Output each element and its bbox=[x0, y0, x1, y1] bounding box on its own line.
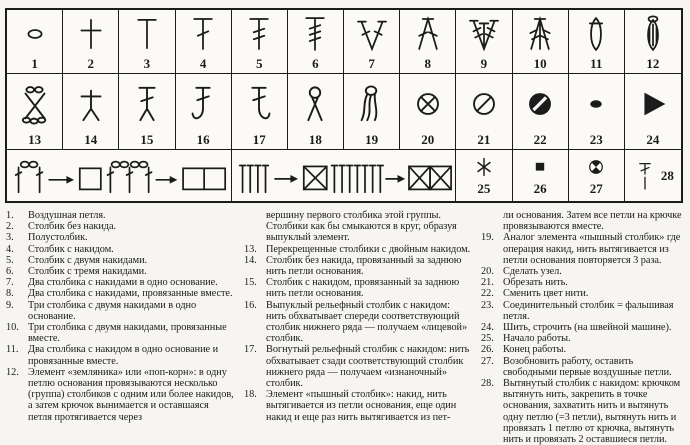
end-work-icon bbox=[527, 152, 553, 182]
symbol-number: 16 bbox=[196, 132, 210, 147]
symbol-cell-1 bbox=[7, 10, 63, 74]
symbol-number: 2 bbox=[87, 56, 94, 71]
two-dc-together-icon bbox=[409, 10, 447, 57]
symbol-cell-18 bbox=[288, 74, 344, 150]
legend-item-text: Конец работы. bbox=[503, 344, 566, 356]
symbol-cell-6 bbox=[288, 10, 344, 74]
legend-item bbox=[481, 333, 687, 344]
three-tr-one-base-icon bbox=[465, 10, 503, 57]
front-post-dc-icon bbox=[184, 74, 222, 133]
back-post-dc-icon bbox=[240, 74, 278, 133]
legend-item-number: 14. bbox=[244, 254, 257, 266]
single-crochet-icon bbox=[72, 10, 110, 57]
puff-stitch-icon bbox=[296, 74, 334, 133]
legend-item bbox=[244, 389, 472, 423]
crochet-symbol-table bbox=[5, 8, 683, 203]
legend-item-text: Полустолбик. bbox=[28, 232, 88, 244]
resume-work-icon bbox=[583, 152, 609, 182]
legend-item-number: 21. bbox=[481, 277, 494, 289]
legend-item-number: 3. bbox=[6, 232, 14, 244]
legend-item-number: 26. bbox=[481, 344, 494, 356]
symbol-row-2 bbox=[7, 74, 681, 150]
symbol-cell-14 bbox=[63, 74, 119, 150]
legend-item-number: 9. bbox=[6, 299, 14, 311]
legend-item-text: ли основания. Затем все петли на крючке провязываются вместе. bbox=[503, 210, 682, 233]
legend-item bbox=[6, 322, 235, 344]
symbol-cell-13 bbox=[7, 74, 63, 150]
legend-item-text: Два столбика с накидом в одно основание и провязанные вместе. bbox=[28, 344, 219, 367]
change-color-icon bbox=[521, 74, 559, 133]
legend-item-text: Выпуклый рельефный столбик с накидом: нить обхватывает спереди соответствующий столбик нижнего ряда — получаем «лицевой» столбик. bbox=[266, 299, 468, 345]
open-mesh-diagram-icon bbox=[10, 150, 228, 201]
symbol-number: 14 bbox=[84, 132, 98, 147]
legend-item-text: Столбик с тремя накидами. bbox=[28, 266, 147, 278]
symbol-cell-19 bbox=[344, 74, 400, 150]
legend-item-text: Сделать узел. bbox=[503, 266, 562, 278]
legend-column-3 bbox=[481, 210, 687, 445]
legend-item-number: 6. bbox=[6, 266, 14, 278]
legend-item-number: 2. bbox=[6, 221, 14, 233]
symbol-cell-10 bbox=[513, 10, 569, 74]
legend-item-number: 22. bbox=[481, 288, 494, 300]
legend-item-text: Столбик с накидом. bbox=[28, 243, 114, 255]
symbol-cell-21 bbox=[456, 74, 512, 150]
cut-thread-icon bbox=[465, 74, 503, 133]
symbol-number: 24 bbox=[646, 132, 660, 147]
legend-item-number: 27. bbox=[481, 355, 494, 367]
legend-item-text: Начало работы. bbox=[503, 333, 571, 345]
sew-icon bbox=[634, 74, 672, 133]
legend-item bbox=[6, 344, 235, 366]
symbol-cell-26 bbox=[513, 150, 569, 201]
legend-item bbox=[481, 300, 687, 322]
legend-item-text: Соединительный столбик = фальшивая петля. bbox=[503, 299, 674, 322]
extended-dc-icon bbox=[632, 154, 658, 198]
knot-icon bbox=[409, 74, 447, 133]
legend-item bbox=[244, 277, 472, 299]
legend-item-number bbox=[244, 210, 266, 244]
legend-column-1 bbox=[6, 210, 235, 445]
start-work-icon bbox=[471, 152, 497, 182]
symbol-number: 20 bbox=[421, 132, 435, 147]
legend-item bbox=[6, 300, 235, 322]
legend-item-text: Обрезать нить. bbox=[503, 277, 568, 289]
legend-item bbox=[244, 255, 472, 277]
symbol-cell-17 bbox=[232, 74, 288, 150]
symbol-number: 11 bbox=[590, 56, 603, 71]
symbol-cell-22 bbox=[513, 74, 569, 150]
legend-item-text: Элемент «пышный столбик»: накид, нить вытягивается из петли основания, еще один накид и еще раз нить вытягивается из пет- bbox=[266, 389, 457, 423]
legend-item bbox=[6, 210, 235, 221]
legend-item bbox=[481, 277, 687, 288]
legend-item bbox=[481, 344, 687, 355]
legend-item bbox=[481, 288, 687, 299]
symbol-number: 8 bbox=[424, 56, 431, 71]
legend-item bbox=[244, 300, 472, 345]
symbol-number: 26 bbox=[533, 181, 547, 196]
legend-item-number: 20. bbox=[481, 266, 494, 278]
symbol-number: 1 bbox=[31, 56, 38, 71]
legend-item bbox=[6, 367, 235, 423]
legend-item-text: Два столбика с накидами, провязанные вместе. bbox=[28, 288, 233, 300]
legend-item-text: Столбик без накида. bbox=[28, 221, 117, 233]
legend-item-text: Перекрещенные столбики с двойным накидом. bbox=[266, 243, 471, 255]
legend-item-number: 24. bbox=[481, 322, 494, 334]
triple-puff-icon bbox=[353, 74, 391, 133]
symbol-cell-9 bbox=[456, 10, 512, 74]
legend-item-number: 13. bbox=[244, 243, 257, 255]
symbol-row-1 bbox=[7, 10, 681, 74]
legend-item-number: 15. bbox=[244, 277, 257, 289]
symbol-cell-5 bbox=[232, 10, 288, 74]
legend-item bbox=[481, 232, 687, 266]
chain-stitch-icon bbox=[16, 10, 54, 57]
filled-mesh-diagram-icon bbox=[234, 150, 452, 201]
symbol-number: 10 bbox=[533, 56, 547, 71]
symbol-number: 5 bbox=[255, 56, 263, 71]
legend-item-number: 23. bbox=[481, 299, 494, 311]
popcorn-icon bbox=[634, 10, 672, 57]
symbol-number: 25 bbox=[477, 181, 491, 196]
symbol-cell-3 bbox=[119, 10, 175, 74]
symbol-cell-11 bbox=[569, 10, 625, 74]
dc-back-loop-icon bbox=[128, 74, 166, 133]
legend-item-text: Элемент «земляника» или «поп-корн»: в одну петлю основания провязываются несколько (группа) столбиков с одним или более накидов, а затем крючок вынимается и оставшаяся петля протягивается через bbox=[28, 366, 234, 423]
legend-item-text: вершину первого столбика этой группы. Столбики как бы смыкаются в круг, образуя выпуклый элемент. bbox=[266, 210, 457, 244]
symbol-number: 13 bbox=[28, 132, 42, 147]
half-double-crochet-icon bbox=[128, 10, 166, 57]
symbol-number: 19 bbox=[365, 132, 379, 147]
crossed-stitches-icon bbox=[16, 74, 54, 133]
symbol-number: 18 bbox=[308, 132, 322, 147]
legend-item bbox=[6, 288, 235, 299]
legend-item-number: 11. bbox=[6, 344, 19, 356]
legend-item-number: 16. bbox=[244, 299, 257, 311]
symbol-cell-24 bbox=[625, 74, 681, 150]
legend-item-text: Три столбика с двумя накидами в одно основание. bbox=[28, 299, 197, 322]
legend-item-number: 7. bbox=[6, 277, 14, 289]
legend-item bbox=[6, 266, 235, 277]
legend-item-text: Вогнутый рельефный столбик с накидом: нить обхватывает сзади соответствующий столбик нижнего ряда — получаем «изнаночный» столбик. bbox=[266, 344, 470, 390]
symbol-number: 22 bbox=[533, 132, 547, 147]
legend-item-number: 18. bbox=[244, 389, 257, 401]
legend-item-continuation bbox=[244, 210, 472, 244]
triple-treble-icon bbox=[296, 10, 334, 57]
symbol-number: 4 bbox=[199, 56, 207, 71]
slip-stitch-icon bbox=[577, 74, 615, 133]
symbol-number: 9 bbox=[480, 56, 488, 71]
symbol-number: 28 bbox=[660, 167, 674, 183]
symbol-cell-2 bbox=[63, 10, 119, 74]
legend-item-number: 4. bbox=[6, 243, 14, 255]
legend-item-number: 1. bbox=[6, 210, 14, 221]
mesh-cell-1 bbox=[7, 150, 232, 201]
puff-outline-icon bbox=[577, 10, 615, 57]
symbol-cell-7 bbox=[344, 10, 400, 74]
legend-item bbox=[6, 277, 235, 288]
legend-item-number: 5. bbox=[6, 254, 14, 266]
symbol-cell-15 bbox=[119, 74, 175, 150]
legend-item bbox=[6, 244, 235, 255]
mesh-cell-2 bbox=[232, 150, 457, 201]
legend-item bbox=[481, 266, 687, 277]
legend-item-number: 19. bbox=[481, 232, 494, 244]
symbol-number: 6 bbox=[312, 56, 319, 71]
legend-item-number: 10. bbox=[6, 322, 19, 334]
symbol-cell-23 bbox=[569, 74, 625, 150]
symbol-number: 7 bbox=[368, 56, 375, 71]
legend-item bbox=[481, 378, 687, 445]
symbol-number: 23 bbox=[589, 132, 603, 147]
symbol-cell-4 bbox=[176, 10, 232, 74]
legend-item-text: Три столбика с двумя накидами, провязанные вместе. bbox=[28, 322, 227, 345]
symbol-cell-8 bbox=[400, 10, 456, 74]
legend-item-text: Воздушная петля. bbox=[28, 210, 106, 221]
symbol-cell-25 bbox=[456, 150, 512, 201]
legend-item-number: 25. bbox=[481, 333, 494, 345]
symbol-number: 3 bbox=[143, 56, 151, 71]
legend-item-text: Столбик без накида, провязанный за заднюю нить петли основания. bbox=[266, 254, 462, 278]
double-crochet-icon bbox=[184, 10, 222, 57]
legend-item-number: 28. bbox=[481, 378, 494, 390]
legend-item-text: Сменить цвет нити. bbox=[503, 288, 589, 300]
legend-item-text: Два столбика с накидами в одно основание. bbox=[28, 277, 218, 289]
symbol-cell-28 bbox=[625, 150, 681, 201]
legend-item-number bbox=[481, 210, 503, 232]
sc-back-loop-icon bbox=[72, 74, 110, 133]
legend-item bbox=[244, 244, 472, 255]
symbol-number: 21 bbox=[477, 132, 491, 147]
treble-crochet-icon bbox=[240, 10, 278, 57]
symbol-number: 17 bbox=[252, 132, 266, 147]
legend-item-number: 17. bbox=[244, 344, 257, 356]
symbol-number: 27 bbox=[589, 181, 603, 196]
legend-item bbox=[481, 322, 687, 333]
symbol-number: 15 bbox=[140, 132, 154, 147]
legend bbox=[6, 210, 687, 445]
legend-item-continuation bbox=[481, 210, 687, 232]
symbol-cell-20 bbox=[400, 74, 456, 150]
legend-item bbox=[6, 232, 235, 243]
two-dc-one-base-icon bbox=[353, 10, 391, 57]
symbol-cell-16 bbox=[176, 74, 232, 150]
legend-item bbox=[6, 255, 235, 266]
legend-item-text: Аналог элемента «пышный столбик» где операция накид, нить вытягивается из петли основания повторяется 3 раза. bbox=[503, 232, 681, 266]
three-tr-together-icon bbox=[521, 10, 559, 57]
legend-item bbox=[6, 221, 235, 232]
legend-item-number: 8. bbox=[6, 288, 14, 300]
legend-item-text: Шить, строчить (на швейной машине). bbox=[503, 322, 672, 334]
legend-item-number: 12. bbox=[6, 366, 19, 378]
legend-item-text: Возобновить работу, оставить свободными первые воздушные петли. bbox=[503, 355, 672, 378]
symbol-cell-27 bbox=[569, 150, 625, 201]
legend-item bbox=[244, 344, 472, 389]
legend-item-text: Столбик с накидом, провязанный за заднюю нить петли основания. bbox=[266, 277, 460, 300]
symbol-row-3 bbox=[7, 150, 681, 201]
legend-column-2 bbox=[244, 210, 472, 445]
symbol-number: 12 bbox=[646, 56, 660, 71]
legend-item-text: Вытянутый столбик с накидом: крючком вытянуть нить, закрепить в точке основания, захватить нить и вытянуть одну петлю (=3 петли), вытянуть нить и провязать 1 петлю от крючка, вытянуть нить и провязать 2 оставшиеся петли. bbox=[503, 378, 681, 445]
legend-item-text: Столбик с двумя накидами. bbox=[28, 254, 148, 266]
symbol-cell-12 bbox=[625, 10, 681, 74]
legend-item bbox=[481, 356, 687, 378]
